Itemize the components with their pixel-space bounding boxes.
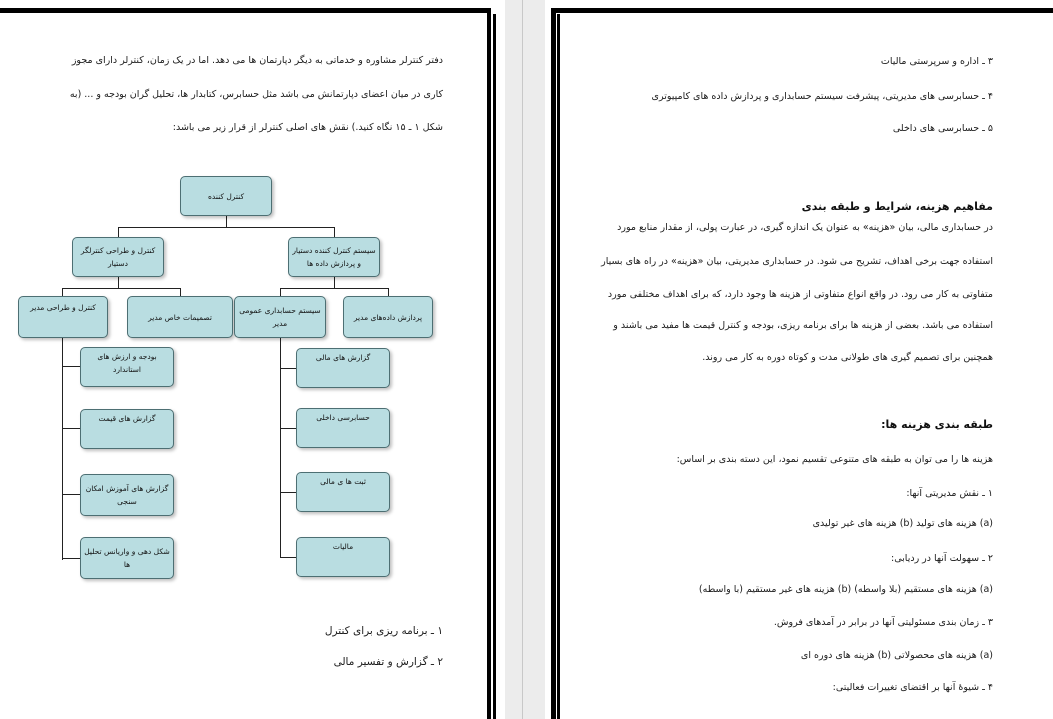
org-l3-box-1: کنترل و طراحی مدیر — [18, 296, 108, 338]
classification-line-2: ۱ ـ نقش مدیریتی آنها: — [906, 488, 993, 499]
list-item-4: ۴ ـ حسابرسی های مدیریتی، پیشرفت سیستم حسابداری و پردازش داده های کامپیوتری — [651, 91, 993, 102]
paragraph-line-4: استفاده می باشد. بعضی از هزینه ها برای برنامه ریزی، بودجه و کنترل قیمت ها مفید می باشند و — [613, 320, 993, 331]
org-left-col-box-1: بودجه و ارزش های استاندارد — [80, 347, 174, 387]
org-left-col-box-2: گزارش های قیمت — [80, 409, 174, 449]
classification-line-3: (a) هزینه های تولید (b) هزینه های غیر تولیدی — [812, 518, 993, 529]
classification-line-8: ۴ ـ شیوهٔ آنها بر اقتضای تغییرات فعالیتی: — [832, 682, 993, 693]
paragraph-line-3: متفاوتی به کار می رود. در واقع انواع متفاوتی از هزینه ها وجود دارد، که برای اهداف مختلفی مورد — [607, 289, 993, 300]
page-right — [545, 0, 1053, 719]
org-right-col-box-3: ثبت ها ی مالی — [296, 472, 390, 512]
org-l3-box-4: پردازش داده‌های مدیر — [343, 296, 433, 338]
page-border — [551, 8, 1053, 719]
org-left-col-box-3: گزارش های آموزش امکان سنجی — [80, 474, 174, 516]
classification-line-6: ۳ ـ زمان بندی مسئولیتی آنها در برابر در آمدهای فروش. — [773, 617, 993, 628]
org-right-col-box-1: گزارش های مالی — [296, 348, 390, 388]
page-border — [0, 8, 491, 719]
paragraph-line-2: استفاده جهت برخی اهداف، تشریح می شود. در حسابداری مدیریتی، بیان «هزینه» در راه های بسیار — [601, 256, 993, 267]
intro-line-1: دفتر کنترلر مشاوره و خدماتی به دیگر دپارتمان ها می دهد. اما در یک زمان، کنترلر دارای مجوز — [71, 55, 443, 66]
classification-line-1: هزینه ها را می توان به طبقه های متنوعی تقسیم نمود، این دسته بندی بر اساس: — [676, 454, 993, 465]
org-l2-left-box: کنترل و طراحی کنترلگر دستیار — [72, 237, 164, 277]
list-item-1: ۱ ـ برنامه ریزی برای کنترل — [324, 625, 443, 637]
org-right-col-box-4: مالیات — [296, 537, 390, 577]
paragraph-line-1: در حسابداری مالی، بیان «هزینه» به عنوان یک اندازه گیری، در عبارت پولی، از مقدار منابع مورد — [617, 222, 993, 233]
list-item-3: ۳ ـ اداره و سرپرستی مالیات — [880, 56, 993, 67]
org-l3-box-3: سیستم حسابداری عمومی مدیر — [234, 296, 326, 338]
page-border-inner — [557, 14, 560, 719]
org-root-box: کنترل کننده — [180, 176, 272, 216]
section-heading-cost-classification: طبقه بندی هزینه ها: — [881, 418, 993, 431]
page-left — [0, 0, 505, 719]
org-left-col-box-4: شکل دهی و واریانس تحلیل ها — [80, 537, 174, 579]
section-heading-cost-concepts: مفاهیم هزینه، شرایط و طبقه بندی — [801, 200, 993, 213]
intro-line-3: شکل ۱ ـ ۱۵ نگاه کنید.) نقش های اصلی کنترلر از قرار زیر می باشد: — [172, 122, 443, 133]
classification-line-7: (a) هزینه های محصولاتی (b) هزینه های دوره ای — [800, 650, 993, 661]
list-item-2: ۲ ـ گزارش و تفسیر مالی — [333, 656, 443, 668]
org-right-col-box-2: حسابرسی داخلی — [296, 408, 390, 448]
page-border-inner — [493, 14, 496, 719]
paragraph-line-5: همچنین برای تصمیم گیری های طولانی مدت و کوتاه دوره به کار می روند. — [702, 352, 993, 363]
classification-line-4: ۲ ـ سهولت آنها در ردیابی: — [891, 553, 993, 564]
org-l3-box-2: تصمیمات خاص مدیر — [127, 296, 233, 338]
page-gap — [505, 0, 545, 719]
intro-line-2: کاری در میان اعضای دپارتمانش می باشد مثل حسابرس، کتابدار ها، تحلیل گران بودجه و ... (به — [69, 89, 443, 100]
classification-line-5: (a) هزینه های مستقیم (بلا واسطه) (b) هزینه های غیر مستقیم (با واسطه) — [698, 584, 993, 595]
org-l2-right-box: سیستم کنترل کننده دستیار و پردازش داده ها — [288, 237, 380, 277]
list-item-5: ۵ ـ حسابرسی های داخلی — [892, 123, 993, 134]
